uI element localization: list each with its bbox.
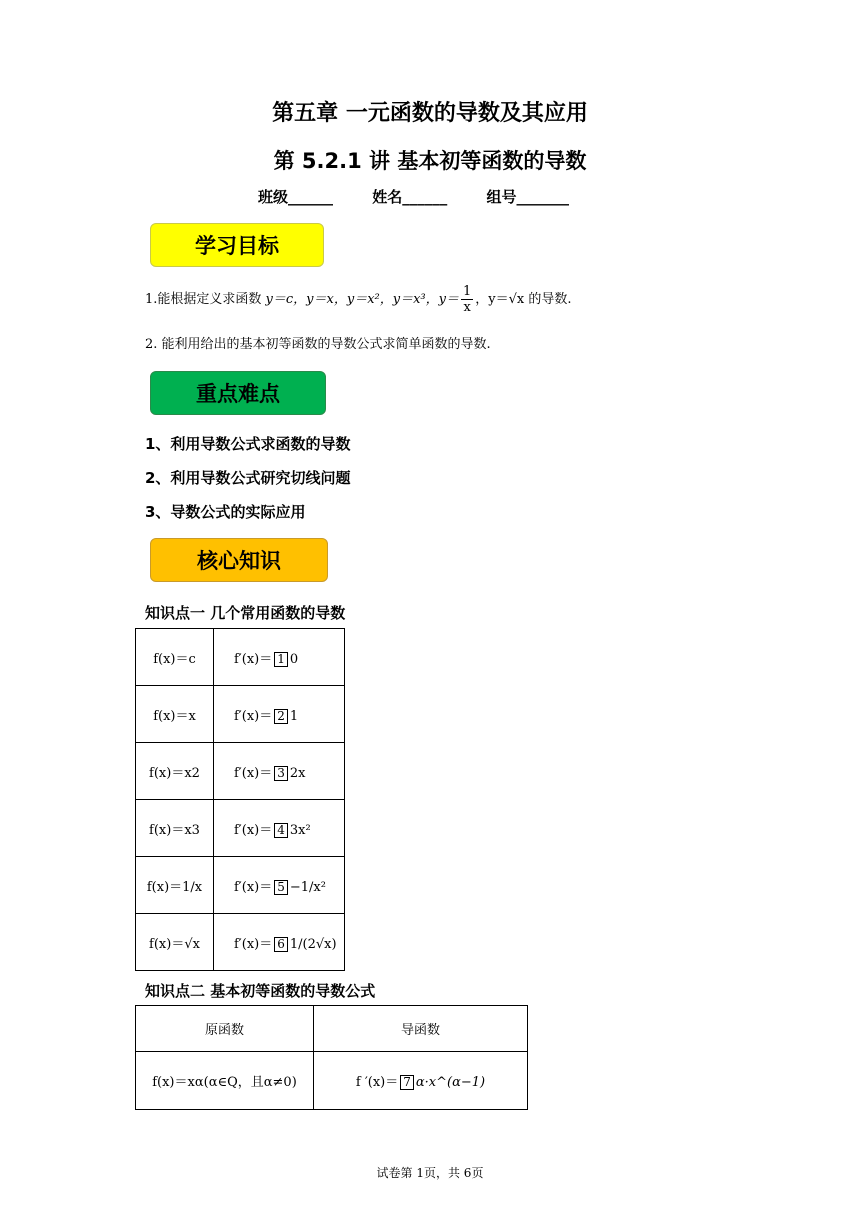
function-cell: f(x)＝√x xyxy=(136,914,214,971)
goal-1 xyxy=(145,284,571,315)
name-field: 姓名______ xyxy=(372,188,448,206)
derivative-answer: 3x² xyxy=(289,822,311,838)
derivative-prefix: f′(x)＝ xyxy=(234,765,273,781)
table-row xyxy=(136,857,345,914)
derivative-prefix: f′(x)＝ xyxy=(234,879,273,895)
derivative-prefix: f′(x)＝ xyxy=(234,651,273,667)
derivative-prefix: f′(x)＝ xyxy=(234,822,273,838)
table-header-row xyxy=(136,1006,528,1052)
blank-number: 3 xyxy=(274,766,288,781)
table-row xyxy=(136,629,345,686)
derivative-answer: 2x xyxy=(289,765,306,781)
class-field: 班级______ xyxy=(258,188,334,206)
derivative-answer: α·x^(α−1) xyxy=(415,1075,486,1090)
derivative-cell xyxy=(314,1052,528,1110)
derivative-answer: 0 xyxy=(289,651,299,667)
table-row xyxy=(136,743,345,800)
page-footer: 试卷第 1页，共 6页 xyxy=(376,1166,484,1180)
derivative-prefix: f′(x)＝ xyxy=(234,936,273,952)
goal-1-prefix: 1.能根据定义求函数 xyxy=(145,292,266,307)
table-row xyxy=(136,1052,528,1110)
derivative-cell xyxy=(214,914,345,971)
section-1-heading: 知识点一 几个常用函数的导数 xyxy=(145,604,346,622)
derivative-table xyxy=(135,628,345,971)
key-point-2: 2、利用导数公式研究切线问题 xyxy=(145,469,351,487)
derivative-answer: −1/x² xyxy=(289,879,326,895)
student-info-line xyxy=(258,186,603,207)
table-row xyxy=(136,686,345,743)
goal-2: 2. 能利用给出的基本初等函数的导数公式求简单函数的导数. xyxy=(145,337,491,352)
blank-number: 1 xyxy=(274,652,288,667)
goal-1-funcs: y＝c，y＝x，y＝x²，y＝x³，y＝ xyxy=(265,292,459,307)
key-point-1: 1、利用导数公式求函数的导数 xyxy=(145,435,351,453)
key-point-3: 3、导数公式的实际应用 xyxy=(145,503,306,521)
blank-number: 7 xyxy=(400,1075,414,1090)
core-knowledge-badge: 核心知识 xyxy=(150,538,328,582)
original-function-cell: f(x)＝xα(α∈Q，且α≠0) xyxy=(136,1052,314,1110)
derivative-cell xyxy=(214,800,345,857)
group-field: 组号_______ xyxy=(486,188,570,206)
derivative-cell xyxy=(214,686,345,743)
function-cell: f(x)＝x3 xyxy=(136,800,214,857)
header-derivative: 导函数 xyxy=(314,1006,528,1052)
function-cell: f(x)＝x xyxy=(136,686,214,743)
learning-goals-badge: 学习目标 xyxy=(150,223,324,267)
blank-number: 5 xyxy=(274,880,288,895)
derivative-answer: 1 xyxy=(289,708,299,724)
blank-number: 6 xyxy=(274,937,288,952)
goal-1-tail: ，y＝√x 的导数. xyxy=(475,292,572,307)
formula-table xyxy=(135,1005,528,1110)
derivative-prefix: f′(x)＝ xyxy=(234,708,273,724)
goal-1-fraction xyxy=(461,284,473,315)
blank-number: 2 xyxy=(274,709,288,724)
derivative-cell xyxy=(214,743,345,800)
derivative-cell xyxy=(214,629,345,686)
lesson-title: 第 5.2.1 讲 基本初等函数的导数 xyxy=(273,149,587,173)
derivative-cell xyxy=(214,857,345,914)
table-row xyxy=(136,914,345,971)
derivative-answer: 1/(2√x) xyxy=(289,936,337,952)
function-cell: f(x)＝1/x xyxy=(136,857,214,914)
function-cell: f(x)＝c xyxy=(136,629,214,686)
blank-number: 4 xyxy=(274,823,288,838)
fraction-numerator: 1 xyxy=(462,284,472,299)
chapter-title: 第五章 一元函数的导数及其应用 xyxy=(272,101,588,126)
table-row xyxy=(136,800,345,857)
derivative-prefix: f ′(x)＝ xyxy=(355,1075,399,1090)
function-cell: f(x)＝x2 xyxy=(136,743,214,800)
header-original-function: 原函数 xyxy=(136,1006,314,1052)
key-points-badge: 重点难点 xyxy=(150,371,326,415)
section-2-heading: 知识点二 基本初等函数的导数公式 xyxy=(145,982,376,1000)
fraction-denominator: x xyxy=(463,300,471,315)
